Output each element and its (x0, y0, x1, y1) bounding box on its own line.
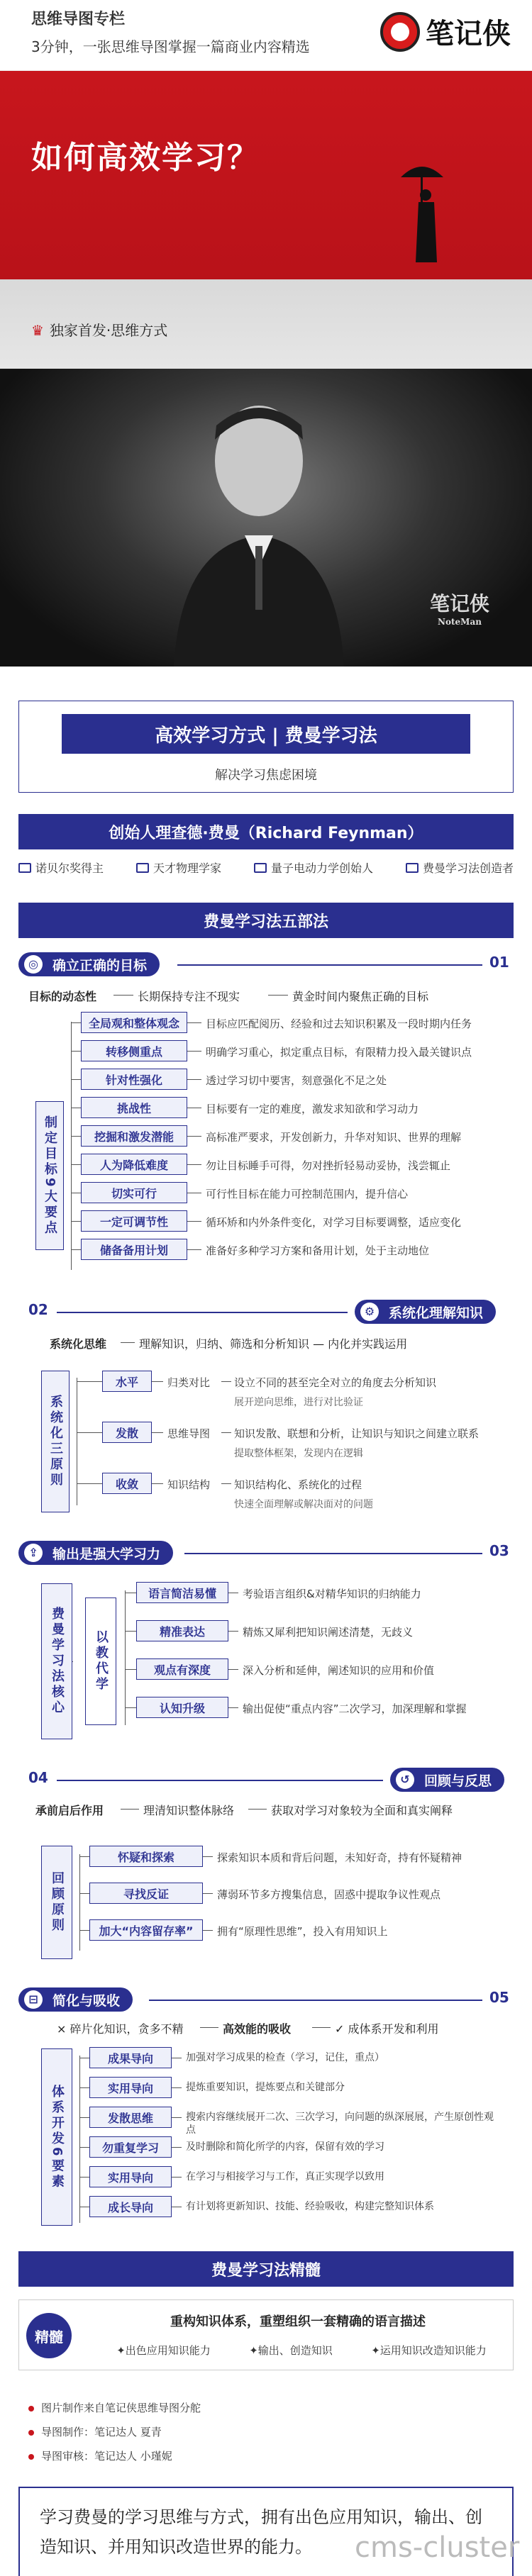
part3-body (0, 1569, 532, 1753)
connector (71, 1022, 72, 1270)
intro-banner: 高效学习方式 | 费曼学习法 (62, 714, 470, 754)
p4-head-k: 承前启后作用 (35, 1804, 104, 1817)
summary-point-text: 运用知识改造知识能力 (379, 2344, 487, 2357)
part4-pill (390, 1768, 504, 1792)
connector (221, 1483, 231, 1484)
part2-title: 系统化理解知识 (389, 1305, 484, 1321)
p2-v1: 思维导图 (167, 1427, 211, 1440)
summary-title: 费曼学习法精髓 (18, 2251, 514, 2287)
part1-number: 01 (489, 954, 509, 971)
founder-tag-label: 天才物理学家 (153, 862, 221, 875)
p1-desc: 可行性目标在能力可控制范围内，提升信心 (206, 1188, 409, 1200)
p5-desc: 在学习与相接学习与工作，真正实现学以致用 (186, 2171, 384, 2182)
connector (77, 1432, 102, 1433)
part5-header (0, 1983, 532, 2016)
p3-desc: 考验语言组织&对精华知识的归纳能力 (243, 1588, 421, 1600)
p3-key: 认知升级 (136, 1697, 228, 1718)
photo-watermark (430, 589, 489, 627)
connector (113, 995, 133, 996)
p4-desc: 薄弱环节多方搜集信息，固惑中提取争议性观点 (217, 1888, 441, 1901)
credit-text: 图片制作来自笔记侠思维导图分舵 (41, 2402, 201, 2414)
connector (71, 1022, 81, 1023)
rewind-icon: ↺ (396, 1771, 414, 1789)
target-icon: ◎ (24, 955, 43, 974)
connector (72, 1661, 73, 1662)
connector (79, 1856, 89, 1857)
founder-banner: 创始人理查德·费曼（Richard Feynman） (18, 814, 514, 849)
p5-key: 发散思维 (89, 2107, 172, 2128)
p2-v2: 设立不同的甚至完全对立的角度去分析知识 (234, 1376, 437, 1389)
p2-v3: 展开逆向思维，进行对比验证 (234, 1397, 363, 1408)
part4-body (0, 1796, 532, 1973)
connector (71, 1051, 81, 1052)
connector (77, 1483, 102, 1484)
connector (79, 2177, 89, 2178)
connector (172, 2177, 182, 2178)
part2-number: 02 (28, 1301, 48, 1318)
summary-badge: 精髓 (26, 2313, 72, 2358)
intro-subtitle: 解决学习焦虑困境 (215, 768, 317, 783)
p2-v2: 知识结构化、系统化的过程 (234, 1478, 362, 1491)
portrait-silhouette (153, 383, 365, 667)
connector (71, 1079, 81, 1080)
connector (79, 2147, 89, 2148)
connector (200, 2027, 218, 2028)
part4-number: 04 (28, 1769, 48, 1786)
part4-title: 回顾与反思 (424, 1773, 492, 1789)
connector (187, 1249, 201, 1250)
part1-pill (18, 952, 160, 976)
summary-points (97, 2343, 506, 2358)
summary-main: 重构知识体系，重塑组织一套精确的语言描述 (170, 2314, 426, 2329)
summary-box (18, 2299, 514, 2370)
connector (152, 1483, 163, 1484)
connector (228, 1707, 238, 1708)
connector (268, 995, 288, 996)
part2-rule (57, 1312, 348, 1313)
p4-key: 寻找反证 (89, 1883, 203, 1904)
brand-name: 笔记侠 (426, 17, 511, 50)
p2-key: 水平 (102, 1371, 152, 1392)
founder-tag (18, 859, 104, 876)
p5-key: 实用导向 (89, 2166, 172, 2187)
p4-vlabel: 回顾原则 (41, 1846, 72, 1959)
final-statement: 学习费曼的学习思维与方式，拥有出色应用知识，输出、创造知识、并用知识改造世界的能力。 (18, 2487, 514, 2576)
connector (125, 1590, 126, 1725)
p1-dyn-b: 黄金时间内聚焦正确的目标 (292, 990, 429, 1003)
hero-banner (0, 71, 532, 369)
p3-vlabel: 费曼学习法核心 (41, 1583, 72, 1739)
connector (187, 1022, 201, 1023)
p1-dyn-label: 目标的动态性 (28, 990, 97, 1003)
p1-key: 切实可行 (81, 1182, 187, 1203)
p5-key: 实用导向 (89, 2077, 172, 2098)
founder-tag (406, 859, 514, 876)
part4-header (0, 1763, 532, 1796)
p1-key: 全局观和整体观念 (81, 1012, 187, 1033)
bullet-icon (28, 2454, 34, 2460)
p3-desc: 深入分析和延伸，阐述知识的应用和价值 (243, 1664, 435, 1677)
summary-point-text: 输出、创造知识 (257, 2344, 333, 2357)
p2-v1: 归类对比 (167, 1376, 211, 1389)
p1-desc: 明确学习重心，拟定重点目标，有限精力投入最关键识点 (206, 1046, 472, 1059)
upload-icon: ⇪ (24, 1544, 43, 1562)
connector (203, 1930, 213, 1931)
p1-desc: 目标应匹配阅历、经验和过去知识积累及一段时期内任务 (206, 1017, 472, 1030)
part3-number: 03 (489, 1542, 509, 1559)
column-title: 思维导图专栏 (31, 11, 126, 28)
part3-header (0, 1537, 532, 1569)
part1-body (0, 981, 532, 1286)
p1-key: 针对性强化 (81, 1069, 187, 1090)
part5-body (0, 2016, 532, 2236)
crown-icon: ♛ (31, 322, 44, 339)
connector (79, 1854, 80, 1951)
connector (121, 1342, 135, 1343)
hero-tag-text: 独家首发·思维方式 (49, 322, 168, 339)
p5-vlabel: 体系开发6要素 (41, 2048, 72, 2226)
p5-head-b: 高效能的吸收 (223, 2022, 292, 2036)
credit-text: 导图制作：笔记达人 夏青 (41, 2426, 162, 2438)
part1-title: 确立正确的目标 (52, 957, 148, 974)
p5-head-a-text: 碎片化知识，贪多不精 (70, 2022, 184, 2036)
p1-key: 挑战性 (81, 1097, 187, 1118)
hero-tag (31, 319, 167, 340)
p1-desc: 高标准严要求，开发创新力，升华对知识、世界的理解 (206, 1131, 462, 1144)
connector (79, 2117, 89, 2118)
connector (187, 1164, 201, 1165)
p4-key: 怀疑和探索 (89, 1846, 203, 1867)
part5-rule (149, 2000, 482, 2001)
p1-vlabel: 制定目标9大要点 (35, 1101, 64, 1250)
p5-head-c: ✓ 成体系开发和利用 (335, 2022, 439, 2036)
p2-v3: 提取整体框架，发现内在逻辑 (234, 1448, 363, 1459)
connector (172, 2087, 182, 2088)
p2-key: 发散 (102, 1422, 152, 1443)
connector (121, 1809, 139, 1810)
founder-tag-label: 量子电动力学创始人 (270, 862, 373, 875)
part2-body (0, 1328, 532, 1527)
connector (152, 1432, 163, 1433)
compress-icon: ⊟ (24, 1990, 43, 2009)
p5-key: 勿重复学习 (89, 2136, 172, 2158)
p1-desc: 勿让目标睡手可得，勿对挫折轻易动妥协，浅尝辄止 (206, 1159, 451, 1172)
part5-pill (18, 1987, 133, 2012)
p3-mid: 以教代学 (85, 1598, 116, 1725)
p3-key: 观点有深度 (136, 1658, 228, 1680)
credits (28, 2396, 504, 2468)
watermark-text: 笔记侠 (429, 592, 489, 615)
part5-title: 简化与吸收 (52, 1992, 121, 2009)
p5-desc: 加强对学习成果的检查（学习，记住，重点） (186, 2052, 384, 2063)
summary-point: ✦输出、创造知识 (249, 2344, 333, 2357)
part4-rule (57, 1780, 383, 1781)
connector (125, 1669, 136, 1670)
tag-icon (18, 863, 31, 873)
p4-head-v2: 获取对学习对象较为全面和真实阐释 (271, 1804, 453, 1817)
tag-icon (406, 863, 419, 873)
part5-number: 05 (489, 1989, 509, 2006)
column-subtitle: 3分钟，一张思维导图掌握一篇商业内容精选 (31, 38, 310, 55)
p4-desc: 探索知识本质和背后问题，未知好奇，持有怀疑精神 (217, 1851, 462, 1864)
p2-v1: 知识结构 (167, 1478, 211, 1491)
credit-line (28, 2444, 504, 2468)
connector (172, 2147, 182, 2148)
p1-key: 转移侧重点 (81, 1040, 187, 1061)
p1-desc: 目标要有一定的难度，激发求知欲和学习动力 (206, 1103, 419, 1115)
p5-desc: 提炼重要知识，提炼要点和关键部分 (186, 2082, 345, 2093)
part1-rule (177, 964, 482, 966)
part2-pill (355, 1300, 496, 1324)
connector (187, 1221, 201, 1222)
connector (79, 1893, 89, 1894)
part3-pill (18, 1541, 173, 1565)
summary-point: ✦运用知识改造知识能力 (371, 2344, 487, 2357)
p4-head-v1: 理清知识整体脉络 (143, 1804, 235, 1817)
header (0, 0, 532, 71)
p1-key: 一定可调节性 (81, 1210, 187, 1232)
connector (79, 2056, 80, 2223)
p5-head-c-text: 成体系开发和利用 (348, 2022, 439, 2036)
footer-watermark: cms-cluster (355, 2531, 520, 2564)
tag-icon (136, 863, 149, 873)
connector (71, 1164, 81, 1165)
p2-head-k: 系统化思维 (50, 1337, 107, 1351)
connector (125, 1631, 136, 1632)
connector (152, 1381, 163, 1382)
connector (228, 1631, 238, 1632)
p1-desc: 透过学习切中要害，刻意强化不足之处 (206, 1074, 387, 1087)
p4-key: 加大“内容留存率” (89, 1919, 203, 1941)
hero-title: 如何高效学习？ (31, 140, 260, 176)
p2-vlabel: 系统化三原则 (41, 1371, 70, 1512)
bullet-icon (28, 2430, 34, 2436)
connector (71, 1221, 81, 1222)
connector (172, 2117, 182, 2118)
connector (228, 1669, 238, 1670)
founder-tag (136, 859, 221, 876)
brand-logo-icon (380, 12, 420, 52)
five-steps-title: 费曼学习法五部法 (18, 903, 514, 938)
credit-text: 导图审核：笔记达人 小瑾妮 (41, 2450, 172, 2463)
p5-key: 成果导向 (89, 2047, 172, 2068)
p1-dyn-a: 长期保持专注不现实 (138, 990, 240, 1003)
connector (187, 1136, 201, 1137)
umbrella-figure-icon (397, 156, 447, 269)
p3-key: 语言简洁易懂 (136, 1582, 228, 1603)
summary-point-text: 出色应用知识能力 (125, 2344, 211, 2357)
watermark-en: NoteMan (438, 617, 482, 627)
p5-key: 成长导向 (89, 2196, 172, 2217)
portrait-photo (0, 369, 532, 667)
credit-line (28, 2420, 504, 2444)
founder-tag-label: 诺贝尔奖得主 (35, 862, 104, 875)
connector (77, 1381, 102, 1382)
part3-rule (184, 1553, 482, 1554)
connector (221, 1432, 231, 1433)
p5-desc: 及时删除和简化所学的内容，保留有效的学习 (186, 2141, 384, 2153)
part3-title: 输出是强大学习力 (52, 1546, 161, 1562)
p1-key: 人为降低难度 (81, 1154, 187, 1175)
founder-tag (254, 859, 373, 876)
p5-head-a: × 碎片化知识，贪多不精 (57, 2022, 184, 2036)
p1-desc: 循环矫和内外条件变化，对学习目标要调整，适应变化 (206, 1216, 462, 1229)
credit-line (28, 2396, 504, 2420)
p1-key: 储备备用计划 (81, 1239, 187, 1260)
founder-tag-label: 费曼学习法创造者 (422, 862, 514, 875)
connector (312, 2027, 331, 2028)
p5-desc: 搜索内容继续展开二次、三次学习，向问题的纵深展展，产生原创性观点 (186, 2112, 494, 2136)
connector (203, 1856, 213, 1857)
p3-desc: 精炼又犀利把知识阐述清楚，无歧义 (243, 1626, 414, 1639)
p2-v3: 快速全面理解或解决面对的问题 (234, 1499, 373, 1510)
intro-box (18, 701, 514, 793)
p5-desc: 有计划将更新知识、技能、经验吸收，构建完整知识体系 (186, 2201, 434, 2212)
p1-key: 挖掘和激发潜能 (81, 1125, 187, 1147)
p4-desc: 拥有“原理性思维”，投入有用知识上 (217, 1925, 388, 1938)
p2-head-v: 理解知识，归纳、筛选和分析知识 — 内化并实践运用 (139, 1337, 408, 1351)
summary-point: ✦出色应用知识能力 (116, 2344, 211, 2357)
connector (79, 2087, 89, 2088)
p3-desc: 输出促使“重点内容”二次学习，加深理解和掌握 (243, 1702, 467, 1715)
part1-header (0, 948, 532, 981)
part2-header (0, 1295, 532, 1328)
mindmap (0, 701, 532, 2576)
connector (203, 1893, 213, 1894)
connector (125, 1707, 136, 1708)
connector (71, 1136, 81, 1137)
gear-icon: ⚙ (360, 1303, 379, 1321)
p2-v2: 知识发散、联想和分析，让知识与知识之间建立联系 (234, 1427, 480, 1440)
p3-key: 精准表达 (136, 1620, 228, 1641)
tag-icon (254, 863, 267, 873)
connector (187, 1051, 201, 1052)
connector (71, 1249, 81, 1250)
brand-logo[interactable] (380, 11, 511, 52)
founder-tags (18, 859, 514, 876)
bullet-icon (28, 2406, 34, 2411)
connector (187, 1079, 201, 1080)
connector (221, 1381, 231, 1382)
connector (79, 1930, 89, 1931)
p1-desc: 准备好多种学习方案和备用计划，处于主动地位 (206, 1244, 430, 1257)
p2-key: 收敛 (102, 1473, 152, 1494)
connector (248, 1809, 267, 1810)
